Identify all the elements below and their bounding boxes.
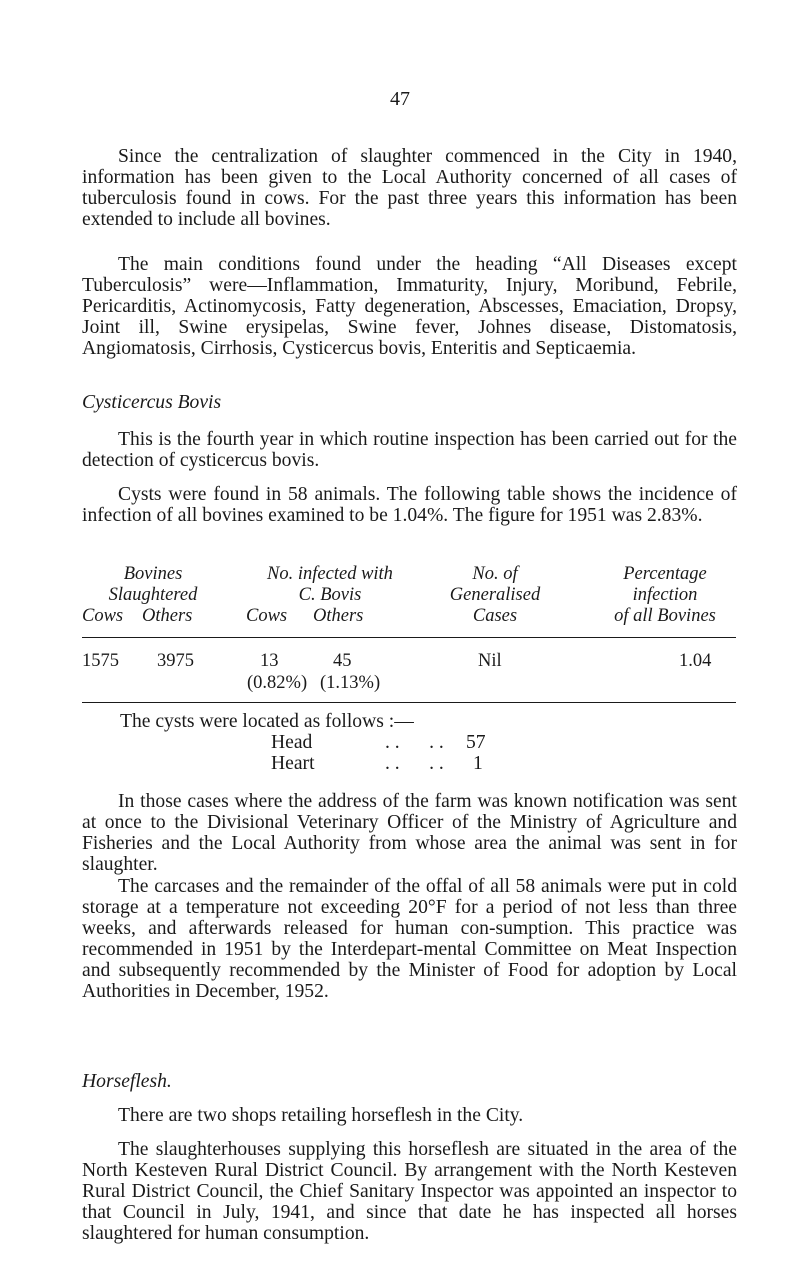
paragraph-conditions-text: The main conditions found under the heading “All Diseases except Tuberculosis” were—Inflammation, Immaturity, Injury, Moribund, Febrile, Pericarditis, Actinomycosis, Fatty degeneration, Abscesses, Emaciation, Dropsy, Joint ill, Swine erysipelas, Swine fever, Johnes disease, Distomatosis, Angiomatosis, Cirrhosis, Cysticercus bovis, Enteritis and Septicaemia. [82,254,737,359]
table-header-generalised-cases [420,564,570,627]
header-percentage: Percentage [623,564,707,584]
header-slaughtered-cows: Cows [82,606,124,626]
paragraph-slaughterhouses [82,1139,737,1244]
cell-infected-others: 45 [333,651,352,671]
location-head-value: 57 [466,732,486,753]
cell-generalised: Nil [478,651,502,671]
header-infected-cows: Cows [246,606,288,626]
paragraph-cysts-found [82,484,737,526]
cell-slaughtered-cows: 1575 [82,651,119,671]
header-generalised: Generalised [449,585,541,605]
paragraph-slaughterhouses-text: The slaughterhouses supplying this horseflesh are situated in the area of the North Kesteven Rural District Council. By arrangement with the North Kesteven Rural District Council, the Chief Sanitary Inspector was appointed an inspector to that Council in July, 1941, and since that date he has inspected all horses slaughtered for human consumption. [82,1139,737,1244]
heading-horseflesh: Horseflesh. [82,1071,172,1092]
cell-slaughtered-others: 3975 [157,651,194,671]
header-of-all-bovines: of all Bovines [614,606,716,626]
header-cases: Cases [472,606,518,626]
table-header-no-infected [250,564,410,606]
location-head-label: Head [271,732,313,753]
cell-infected-others-pct: (1.13%) [320,673,381,693]
paragraph-cold-storage [82,876,737,1002]
paragraph-notification [82,791,737,875]
paragraph-shops-text: There are two shops retailing horseflesh in the City. [118,1105,524,1126]
table-bottom-rule [82,702,736,703]
cell-percentage: 1.04 [679,651,712,671]
paragraph-shops [82,1105,737,1126]
paragraph-cysts-found-text: Cysts were found in 58 animals. The following table shows the incidence of infection of all bovines examined to be 1.04%. The figure for 1951 was 2.83%. [82,484,737,526]
location-heart-dots: . . . . [385,753,444,774]
header-no-infected-with: No. infected with [267,564,393,584]
page-number: 47 [390,88,410,110]
table-header-bovines-slaughtered [88,564,218,606]
paragraph-conditions [82,254,737,359]
location-heart-value: 1 [473,753,483,774]
header-no-of: No. of [472,564,518,584]
location-heart-label: Heart [271,753,315,774]
header-infected-others: Others [313,606,364,626]
header-infection: infection [632,585,698,605]
paragraph-notification-text: In those cases where the address of the farm was known notification was sent at once to the Divisional Veterinary Officer of the Ministry of Agriculture and Fisheries and the Local Authority from whose area the animal was sent in for slaughter. [82,791,737,875]
cell-infected-cows-pct: (0.82%) [247,673,308,693]
paragraph-centralization-text: Since the centralization of slaughter commenced in the City in 1940, information has been given to the Local Authority concerned of all cases of tuberculosis found in cows. For the past three years this information has been extended to include all bovines. [82,146,737,230]
paragraph-routine-inspection-text: This is the fourth year in which routine inspection has been carried out for the detection of cysticercus bovis. [82,429,737,471]
locations-intro: The cysts were located as follows :— [120,711,414,732]
table-header-percentage [590,564,740,627]
header-c-bovis: C. Bovis [298,585,362,605]
paragraph-centralization [82,146,737,230]
paragraph-routine-inspection [82,429,737,471]
table-top-rule [82,637,736,638]
header-slaughtered: Slaughtered [108,585,198,605]
header-slaughtered-others: Others [142,606,193,626]
paragraph-cold-storage-text: The carcases and the remainder of the offal of all 58 animals were put in cold storage at a temperature not exceeding 20°F for a period of not less than three weeks, and afterwards released for human con-sumption. This practice was recommended in 1951 by the Interdepart-mental Committee on Meat Inspection and subsequently recommended by the Minister of Food for adoption by Local Authorities in December, 1952. [82,876,737,1002]
location-head-dots: . . . . [385,732,444,753]
cell-infected-cows: 13 [260,651,279,671]
header-bovines: Bovines [123,564,183,584]
heading-cysticercus-bovis: Cysticercus Bovis [82,392,222,413]
